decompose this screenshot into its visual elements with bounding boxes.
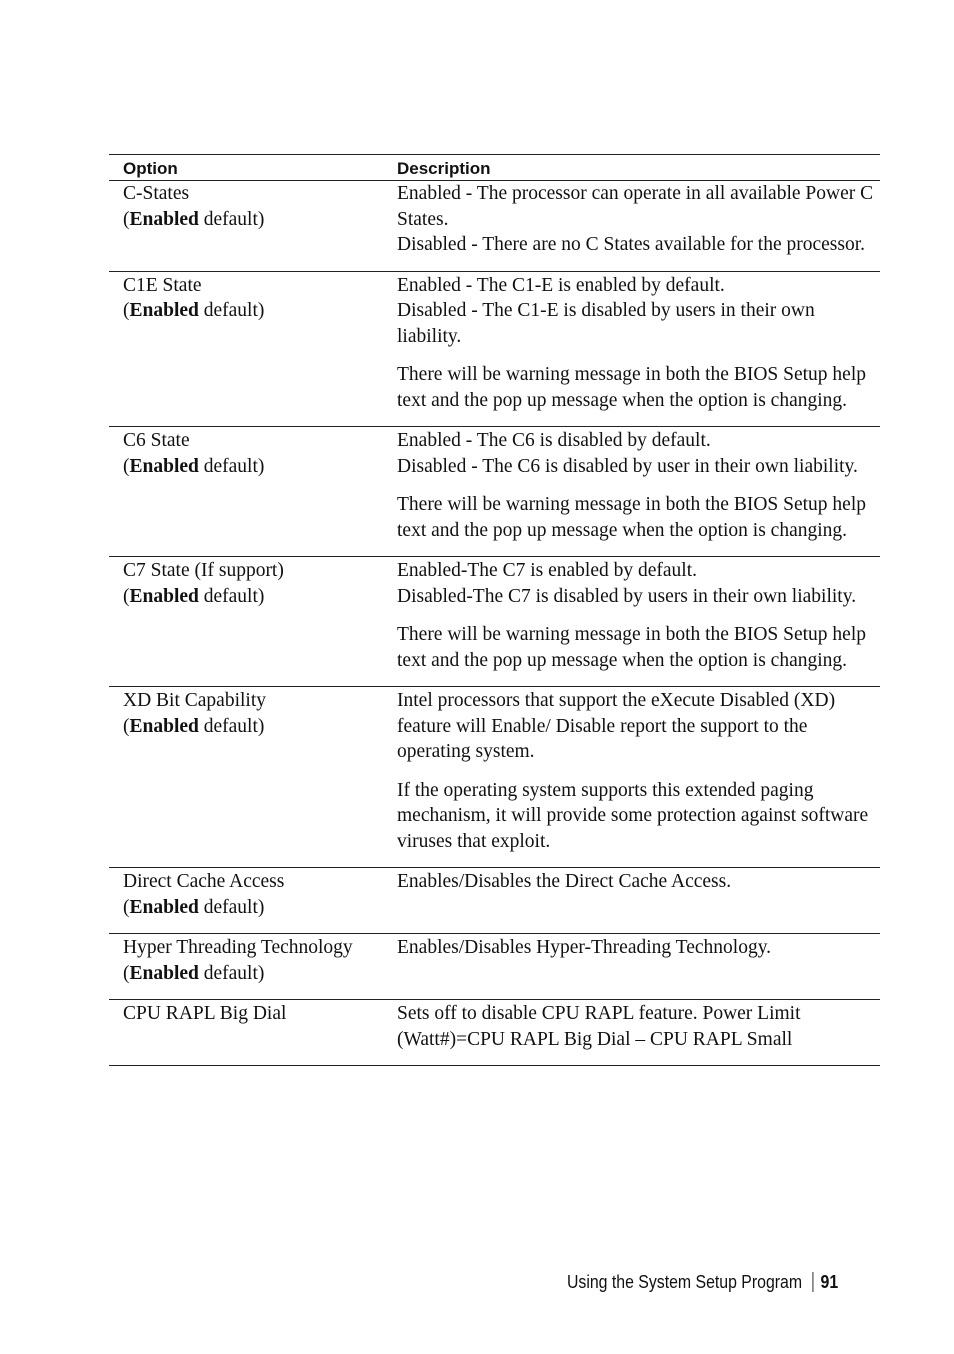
option-cell [109, 1000, 383, 1066]
description-cell [383, 427, 880, 557]
option-default [123, 298, 383, 324]
option-name: C-States [123, 183, 190, 204]
description-paragraph: Enables/Disables Hyper-Threading Technology. [397, 937, 772, 958]
table-row [109, 934, 880, 1000]
description-cell [383, 271, 880, 427]
option-default [123, 207, 383, 233]
default-suffix: default) [198, 962, 265, 984]
option-name: XD Bit Capability [123, 690, 266, 711]
option-name: C1E State [123, 274, 202, 296]
description-cell [383, 934, 880, 1000]
option-cell [109, 934, 383, 1000]
default-suffix: default) [198, 455, 265, 477]
default-value: Enabled [129, 455, 199, 477]
description-paragraph: Enabled - The processor can operate in all available Power C States. Disabled - There are no C States available for the processor. [397, 183, 874, 255]
default-value: Enabled [129, 896, 199, 918]
table-row [109, 1000, 880, 1066]
default-prefix: ( [123, 962, 130, 984]
default-prefix: ( [123, 896, 130, 918]
default-value: Enabled [129, 300, 199, 321]
table-row [109, 181, 880, 272]
footer-divider [812, 1272, 813, 1292]
table-row [109, 868, 880, 934]
option-name: C6 State [123, 430, 190, 451]
option-default [123, 454, 383, 480]
default-suffix: default) [198, 208, 265, 230]
description-paragraph: If the operating system supports this extended paging mechanism, it will provide some protection against software viruses that exploit. [397, 779, 869, 852]
description-paragraph: There will be warning message in both the BIOS Setup help text and the pop up message when the option is changing. [397, 494, 866, 541]
default-value: Enabled [129, 208, 199, 230]
default-prefix: ( [123, 455, 130, 477]
option-default [123, 961, 383, 987]
column-header-description: Description [397, 158, 491, 178]
description-paragraph: Intel processors that support the eXecute Disabled (XD) feature will Enable/ Disable report the support to the operating system. [397, 690, 836, 762]
option-name: Direct Cache Access [123, 871, 285, 892]
description-paragraph: Enables/Disables the Direct Cache Access. [397, 871, 732, 892]
description-paragraph: Enabled-The C7 is enabled by default. Disabled-The C7 is disabled by users in their own liability. [397, 560, 857, 607]
bios-options-table [109, 154, 880, 1066]
default-suffix: default) [198, 585, 265, 607]
default-prefix: ( [123, 715, 130, 737]
option-cell [109, 868, 383, 934]
description-paragraph: Sets off to disable CPU RAPL feature. Power Limit (Watt#)=CPU RAPL Big Dial – CPU RAPL Small [397, 1003, 801, 1050]
option-name: Hyper Threading Technology [123, 937, 353, 958]
description-paragraph: Enabled - The C1-E is enabled by default. Disabled - The C1-E is disabled by users in their own liability. [397, 274, 815, 347]
page-number: 91 [820, 1272, 838, 1292]
default-value: Enabled [129, 585, 199, 607]
page-footer [567, 1272, 838, 1293]
description-cell [383, 1000, 880, 1066]
description-cell [383, 557, 880, 687]
option-default [123, 895, 383, 921]
description-paragraph: There will be warning message in both the BIOS Setup help text and the pop up message when the option is changing. [397, 364, 866, 411]
option-name: CPU RAPL Big Dial [123, 1003, 287, 1024]
option-default [123, 584, 383, 610]
option-name: C7 State (If support) [123, 560, 284, 581]
default-prefix: ( [123, 300, 130, 321]
table-row [109, 687, 880, 868]
option-cell [109, 271, 383, 427]
table-header-row [109, 155, 880, 181]
option-cell [109, 687, 383, 868]
default-suffix: default) [198, 715, 265, 737]
default-prefix: ( [123, 208, 130, 230]
footer-section-title: Using the System Setup Program [566, 1272, 802, 1292]
default-prefix: ( [123, 585, 130, 607]
option-cell [109, 427, 383, 557]
table-row [109, 557, 880, 687]
description-paragraph: Enabled - The C6 is disabled by default. Disabled - The C6 is disabled by user in their own liability. [397, 430, 858, 477]
option-cell [109, 557, 383, 687]
table-row [109, 427, 880, 557]
default-suffix: default) [198, 896, 265, 918]
option-cell [109, 181, 383, 272]
table-row [109, 271, 880, 427]
default-value: Enabled [129, 962, 199, 984]
description-paragraph: There will be warning message in both the BIOS Setup help text and the pop up message when the option is changing. [397, 624, 866, 671]
description-cell [383, 687, 880, 868]
column-header-option: Option [123, 158, 178, 178]
default-suffix: default) [198, 300, 265, 321]
description-cell [383, 181, 880, 272]
description-cell [383, 868, 880, 934]
default-value: Enabled [129, 715, 199, 737]
option-default [123, 714, 383, 740]
